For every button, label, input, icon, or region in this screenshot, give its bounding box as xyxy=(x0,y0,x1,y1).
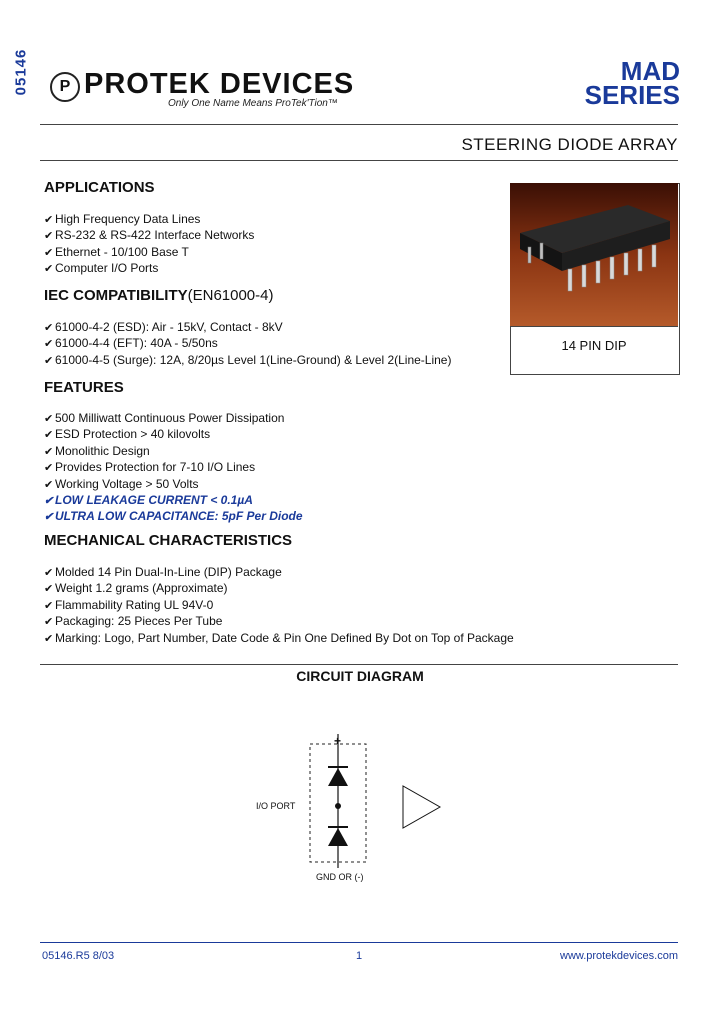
check-icon: ✔ xyxy=(44,338,54,351)
list-item: ✔ 61000-4-4 (EFT): 40A - 5/50ns xyxy=(44,336,451,352)
features-heading: FEATURES xyxy=(44,379,124,396)
check-icon: ✔ xyxy=(44,230,54,243)
footer-doc-code: 05146.R5 8/03 xyxy=(42,950,115,962)
check-icon: ✔ xyxy=(44,429,54,442)
list-item: ✔ Weight 1.2 grams (Approximate) xyxy=(44,581,514,597)
check-icon: ✔ xyxy=(44,354,54,367)
series-name: MAD xyxy=(620,56,680,86)
package-label: 14 PIN DIP xyxy=(561,338,627,353)
check-icon: ✔ xyxy=(44,511,54,524)
check-icon: ✔ xyxy=(44,495,54,508)
list-item: ✔ High Frequency Data Lines xyxy=(44,212,254,228)
diode-lower xyxy=(328,828,348,846)
list-item: ✔ Molded 14 Pin Dual-In-Line (DIP) Package xyxy=(44,565,514,581)
logo-mark: P xyxy=(50,72,80,102)
footer-page-number: 1 xyxy=(356,950,363,962)
applications-list xyxy=(44,212,254,278)
diode-upper xyxy=(328,768,348,786)
footer-url-link[interactable]: www.protekdevices.com xyxy=(560,950,678,962)
document-code-vertical: 05146 xyxy=(12,48,30,96)
buffer-symbol xyxy=(403,786,440,828)
check-icon: ✔ xyxy=(44,616,54,629)
check-icon: ✔ xyxy=(44,322,54,334)
check-icon: ✔ xyxy=(44,583,54,596)
circuit-divider xyxy=(40,664,678,665)
list-item: ✔ Flammability Rating UL 94V-0 xyxy=(44,598,514,614)
check-icon: ✔ xyxy=(44,445,54,458)
list-item: ✔ Computer I/O Ports xyxy=(44,261,254,277)
brand-tagline: Only One Name Means ProTek'Tion™ xyxy=(168,98,338,109)
subtitle-divider xyxy=(40,160,678,161)
series-label: SERIES xyxy=(584,80,680,110)
list-item: ✔ Packaging: 25 Pieces Per Tube xyxy=(44,614,514,630)
check-icon: ✔ xyxy=(44,214,54,226)
mechanical-heading: MECHANICAL CHARACTERISTICS xyxy=(44,532,293,549)
iec-list xyxy=(44,320,451,369)
check-icon: ✔ xyxy=(44,599,54,612)
list-item-highlight: ✔ LOW LEAKAGE CURRENT < 0.1µA xyxy=(44,493,303,509)
list-item: ✔ Monolithic Design xyxy=(44,444,303,460)
list-item-highlight: ✔ ULTRA LOW CAPACITANCE: 5pF Per Diode xyxy=(44,509,303,525)
check-icon: ✔ xyxy=(44,462,54,475)
list-item: ✔ RS-232 & RS-422 Interface Networks xyxy=(44,228,254,244)
product-subtitle: STEERING DIODE ARRAY xyxy=(461,135,678,154)
dip-package-image xyxy=(510,183,678,326)
check-icon: ✔ xyxy=(44,246,54,259)
list-item: ✔ Ethernet - 10/100 Base T xyxy=(44,245,254,261)
list-item: ✔ 61000-4-5 (Surge): 12A, 8/20µs Level 1(Line-Ground) & Level 2(Line-Line) xyxy=(44,353,451,369)
features-list xyxy=(44,411,303,526)
header-divider xyxy=(40,124,678,125)
footer-divider xyxy=(40,942,678,943)
list-item: ✔ Provides Protection for 7-10 I/O Lines xyxy=(44,460,303,476)
applications-heading: APPLICATIONS xyxy=(44,179,155,196)
gnd-label: GND OR (-) xyxy=(316,872,364,882)
check-icon: ✔ xyxy=(44,567,54,579)
check-icon: ✔ xyxy=(44,413,54,425)
list-item: ✔ Working Voltage > 50 Volts xyxy=(44,477,303,493)
check-icon: ✔ xyxy=(44,632,54,645)
iec-heading: IEC COMPATIBILITY(EN61000-4) xyxy=(44,287,274,304)
list-item: ✔ ESD Protection > 40 kilovolts xyxy=(44,427,303,443)
circuit-title: CIRCUIT DIAGRAM xyxy=(296,668,424,684)
mechanical-list xyxy=(44,565,514,647)
plus-label: + xyxy=(334,734,342,748)
check-icon: ✔ xyxy=(44,478,54,491)
package-photo xyxy=(510,183,678,327)
list-item: ✔ 500 Milliwatt Continuous Power Dissipation xyxy=(44,411,303,427)
list-item: ✔ 61000-4-2 (ESD): Air - 15kV, Contact - 8kV xyxy=(44,320,451,336)
brand-name: PROTEK DEVICES xyxy=(84,68,355,100)
io-port-label: I/O PORT xyxy=(256,801,296,811)
check-icon: ✔ xyxy=(44,263,54,276)
list-item: ✔ Marking: Logo, Part Number, Date Code & Pin One Defined By Dot on Top of Package xyxy=(44,631,514,647)
junction-dot xyxy=(335,803,341,809)
iec-standard: (EN61000-4) xyxy=(187,287,274,304)
